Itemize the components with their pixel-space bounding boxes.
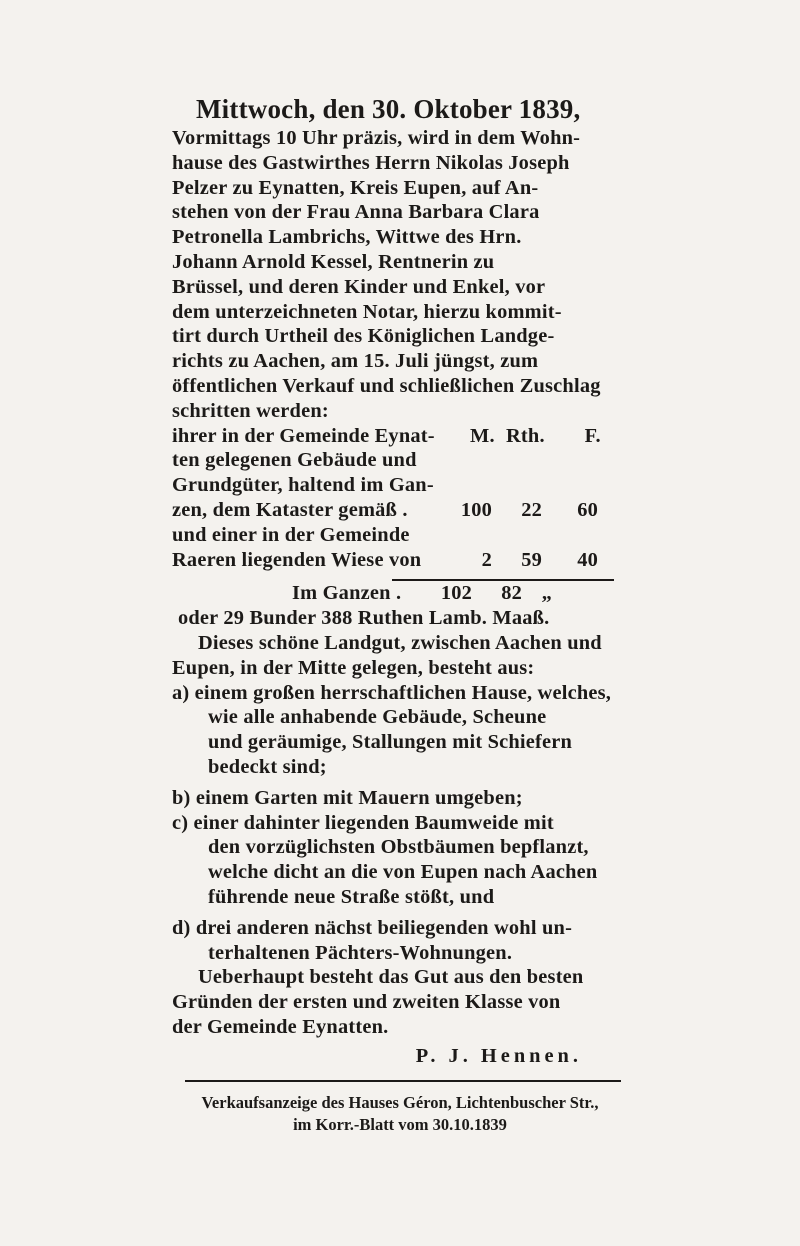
list-item-c-cont: welche dicht an die von Eupen nach Aachen	[208, 861, 598, 884]
body-line: öffentlichen Verkauf und schließlichen Zuschlag	[172, 374, 601, 397]
caption-line-1: Verkaufsanzeige des Hauses Géron, Lichtenbuscher Str.,	[201, 1093, 599, 1112]
row-value-rth: 22	[521, 498, 542, 521]
col-header-m: M.	[470, 424, 495, 447]
list-item-b: b) einem Garten mit Mauern umgeben;	[172, 786, 523, 809]
table-header-row	[172, 424, 622, 449]
area-conversion: oder 29 Bunder 388 Ruthen Lamb. Maaß.	[178, 607, 550, 630]
total-value-m: 102	[440, 582, 472, 605]
description-line: Dieses schöne Landgut, zwischen Aachen und	[198, 631, 602, 654]
body-line: Brüssel, und deren Kinder und Enkel, vor	[172, 275, 546, 298]
figure-caption	[120, 1092, 680, 1136]
table-sum-rule	[392, 579, 614, 581]
row-value-m: 100	[460, 498, 492, 521]
list-item-c: c) einer dahinter liegenden Baumweide mit	[172, 811, 554, 834]
row-label-line: ten gelegenen Gebäude und	[172, 449, 417, 472]
item-list	[172, 681, 622, 966]
body-line: hause des Gastwirthes Herrn Nikolas Joseph	[172, 151, 570, 174]
body-line: richts zu Aachen, am 15. Juli jüngst, zum	[172, 350, 539, 373]
row-label-line: zen, dem Kataster gemäß .	[172, 498, 408, 521]
list-item-c-cont: führende neue Straße stößt, und	[208, 885, 495, 908]
list-item-a-cont: wie alle anhabende Gebäude, Scheune	[208, 706, 547, 729]
body-line: schritten werden:	[172, 399, 329, 422]
table-row	[172, 448, 622, 473]
closing-line: der Gemeinde Eynatten.	[172, 1015, 389, 1038]
closing-line: Gründen der ersten und zweiten Klasse von	[172, 991, 561, 1014]
description-line: Eupen, in der Mitte gelegen, besteht aus:	[172, 656, 535, 679]
body-line: stehen von der Frau Anna Barbara Clara	[172, 201, 540, 224]
list-item-c-cont: den vorzüglichsten Obstbäumen bepflanzt,	[208, 836, 589, 859]
bottom-rule	[185, 1080, 621, 1082]
caption-line-2: im Korr.-Blatt vom 30.10.1839	[293, 1115, 507, 1134]
row-value-f: 40	[577, 548, 598, 571]
list-item-d: d) drei anderen nächst beiliegenden wohl un-	[172, 916, 573, 939]
body-line: Petronella Lambrichs, Wittwe des Hrn.	[172, 226, 522, 249]
col-header-rth: Rth.	[505, 424, 545, 447]
description	[172, 631, 622, 656]
row-label-line: Raeren liegenden Wiese von	[172, 548, 422, 571]
table-row	[172, 548, 622, 573]
table-row	[172, 498, 622, 523]
row-label-line: Grundgüter, haltend im Gan-	[172, 474, 434, 497]
total-value-f: „	[541, 582, 552, 605]
table-row	[172, 473, 622, 498]
closing-line: Ueberhaupt besteht das Gut aus den besten	[198, 966, 584, 989]
body-line: Pelzer zu Eynatten, Kreis Eupen, auf An-	[172, 176, 539, 199]
row-value-f: 60	[577, 498, 598, 521]
table-row	[172, 523, 622, 548]
body-line: Johann Arnold Kessel, Rentnerin zu	[172, 250, 495, 273]
list-item-d-cont: terhaltenen Pächters-Wohnungen.	[208, 941, 513, 964]
row-value-m: 2	[481, 548, 492, 571]
total-label: Im Ganzen .	[292, 582, 402, 605]
list-item-a: a) einem großen herrschaftlichen Hause, welches,	[172, 681, 612, 704]
notice-body	[172, 126, 622, 424]
body-line: dem unterzeichneten Notar, hierzu kommit-	[172, 300, 562, 323]
total-value-rth: 82	[501, 582, 522, 605]
body-line: Vormittags 10 Uhr präzis, wird in dem Wohn-	[172, 127, 581, 149]
row-label-line: und einer in der Gemeinde	[172, 523, 410, 546]
list-item-a-cont: bedeckt sind;	[208, 755, 327, 778]
closing	[172, 965, 622, 1039]
col-header-f: F.	[584, 424, 601, 447]
notice-heading: Mittwoch, den 30. Oktober 1839,	[196, 94, 581, 124]
body-line: tirt durch Urtheil des Königlichen Landge-	[172, 325, 555, 348]
list-item-a-cont: und geräumige, Stallungen mit Schiefern	[208, 731, 573, 754]
table-header-text: ihrer in der Gemeinde Eynat-	[172, 424, 435, 447]
row-value-rth: 59	[521, 548, 542, 571]
table-total-row	[172, 581, 622, 606]
notary-signature: P. J. Hennen.	[415, 1044, 582, 1067]
